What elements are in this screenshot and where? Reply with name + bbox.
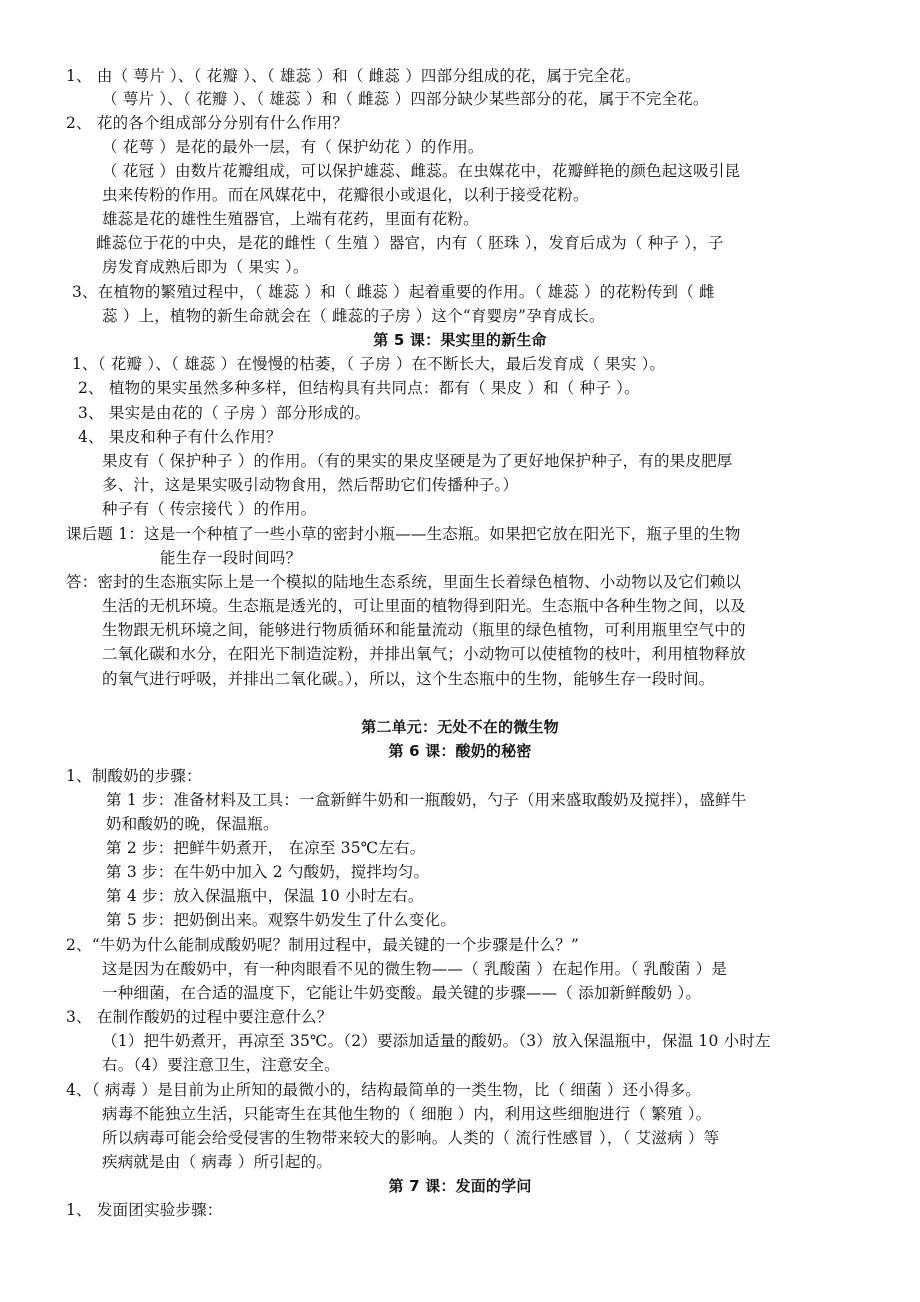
- text-line: （ 萼片 ）、（ 花瓣 ）、（ 雄蕊 ）和（ 雌蕊 ）四部分缺少某些部分的花，属于不完全花。: [102, 90, 709, 108]
- text-line: 病毒不能独立生活，只能寄生在其他生物的（ 细胞 ）内，利用这些细胞进行（ 繁殖 ）。: [102, 1105, 712, 1123]
- text-line: 蕊 ）上，植物的新生命就会在（ 雌蕊的子房 ）这个“育婴房”孕育成长。: [102, 307, 605, 325]
- text-line: 第 3 步：在牛奶中加入 2 勺酸奶，搅拌均匀。: [106, 863, 430, 881]
- text-line: （ 花萼 ）是花的最外一层，有（ 保护幼花 ）的作用。: [102, 138, 484, 156]
- text-line: 4、（ 病毒 ）是目前为止所知的最微小的，结构最简单的一类生物，比（ 细菌 ）还小得多。: [66, 1081, 702, 1099]
- text-line: 2、“牛奶为什么能制成酸奶呢？制用过程中，最关键的一个步骤是什么？”: [66, 936, 580, 954]
- text-line: 果皮有（ 保护种子 ）的作用。（有的果实的果皮坚硬是为了更好地保护种子，有的果皮肥厚: [102, 452, 733, 470]
- text-line: （ 花冠 ）由数片花瓣组成，可以保护雄蕊、雌蕊。在虫媒花中，花瓣鲜艳的颜色起这吸引昆: [102, 162, 741, 180]
- text-line: 第 4 步：放入保温瓶中，保温 10 小时左右。: [106, 887, 424, 905]
- text-line: 一种细菌，在合适的温度下，它能让牛奶变酸。最关键的步骤——（ 添加新鲜酸奶 ）。: [102, 984, 702, 1002]
- text-line: 疾病就是由（ 病毒 ）所引起的。: [102, 1153, 333, 1171]
- text-line: 3、在植物的繁殖过程中，（ 雄蕊 ）和（ 雌蕊 ）起着重要的作用。（ 雄蕊 ）的花粉传到（ 雌: [72, 283, 715, 301]
- section-heading: 第 5 课：果实里的新生命: [373, 331, 547, 349]
- text-line: 能生存一段时间吗？: [160, 549, 302, 567]
- text-line: 1、（ 花瓣 ）、（ 雄蕊 ）在慢慢的枯萎，（ 子房 ）在不断长大，最后发育成（ 果实 ）。: [72, 355, 666, 373]
- text-line: 3、 果实是由花的（ 子房 ）部分形成的。: [78, 404, 371, 422]
- text-line: 生活的无机环境。生态瓶是透光的，可让里面的植物得到阳光。生态瓶中各种生物之间，以及: [102, 597, 746, 615]
- text-line: 生物跟无机环境之间，能够进行物质循环和能量流动（瓶里的绿色植物，可利用瓶里空气中的: [102, 621, 746, 639]
- text-line: 1、制酸奶的步骤：: [66, 767, 202, 785]
- text-line: 第 5 步：把奶倒出来。观察牛奶发生了什么变化。: [106, 911, 457, 929]
- text-line: 这是因为在酸奶中，有一种肉眼看不见的微生物——（ 乳酸菌 ）在起作用。（ 乳酸菌 ）是: [102, 960, 728, 978]
- text-line: 2、 花的各个组成部分分别有什么作用？: [66, 114, 349, 132]
- text-line: 2、 植物的果实虽然多种多样，但结构具有共同点：都有（ 果皮 ）和（ 种子 ）。: [78, 379, 640, 397]
- section-heading: 第 7 课：发面的学问: [388, 1177, 532, 1195]
- text-line: 课后题 1：这是一个种植了一些小草的密封小瓶——生态瓶。如果把它放在阳光下，瓶子里的生物: [66, 525, 741, 543]
- text-line: 多、汁，这是果实吸引动物食用，然后帮助它们传播种子。）: [102, 476, 519, 494]
- text-line: 第 2 步：把鲜牛奶煮开， 在凉至 35℃左右。: [106, 839, 426, 857]
- text-line: 4、 果皮和种子有什么作用？: [78, 428, 282, 446]
- unit-heading: 第二单元：无处不在的微生物: [361, 718, 559, 736]
- text-line: 种子有（ 传宗接代 ）的作用。: [102, 500, 317, 518]
- text-line: 1、 发面团实验步骤：: [66, 1201, 223, 1219]
- text-line: （1）把牛奶煮开，再凉至 35℃。（2）要添加适量的酸奶。（3）放入保温瓶中，保温 10 小时左: [102, 1032, 771, 1050]
- text-line: 奶和酸奶的晚，保温瓶。: [106, 815, 279, 833]
- text-line: 雄蕊是花的雄性生殖器官，上端有花药，里面有花粉。: [102, 210, 479, 228]
- text-line: 所以病毒可能会给受侵害的生物带来较大的影响。人类的（ 流行性感冒 ），（ 艾滋病 ）等: [102, 1129, 720, 1147]
- text-line: 的氧气进行呼吸，并排出二氧化碳。），所以，这个生态瓶中的生物，能够生存一段时间。: [102, 670, 715, 688]
- text-line: 3、 在制作酸奶的过程中要注意什么？: [66, 1008, 333, 1026]
- section-heading: 第 6 课：酸奶的秘密: [388, 742, 532, 760]
- text-line: 房发育成熟后即为（ 果实 ）。: [102, 258, 309, 276]
- text-line: 第 1 步：准备材料及工具：一盒新鲜牛奶和一瓶酸奶，勺子（用来盛取酸奶及搅拌），盛鲜牛: [106, 791, 747, 809]
- text-line: 雌蕊位于花的中央，是花的雌性（ 生殖 ）器官，内有（ 胚珠 ），发育后成为（ 种子 ），子: [96, 234, 724, 252]
- text-line: 1、 由（ 萼片 ）、（ 花瓣 ）、（ 雄蕊 ）和（ 雌蕊 ）四部分组成的花，属于完全花。: [66, 67, 641, 85]
- text-line: 虫来传粉的作用。而在风媒花中，花瓣很小或退化，以利于接受花粉。: [102, 186, 589, 204]
- text-line: 二氧化碳和水分，在阳光下制造淀粉，并排出氧气；小动物可以使植物的枝叶，利用植物释放: [102, 645, 746, 663]
- text-line: 右。（4）要注意卫生，注意安全。: [102, 1056, 340, 1074]
- text-line: 答：密封的生态瓶实际上是一个模拟的陆地生态系统，里面生长着绿色植物、小动物以及它们赖以: [66, 573, 742, 591]
